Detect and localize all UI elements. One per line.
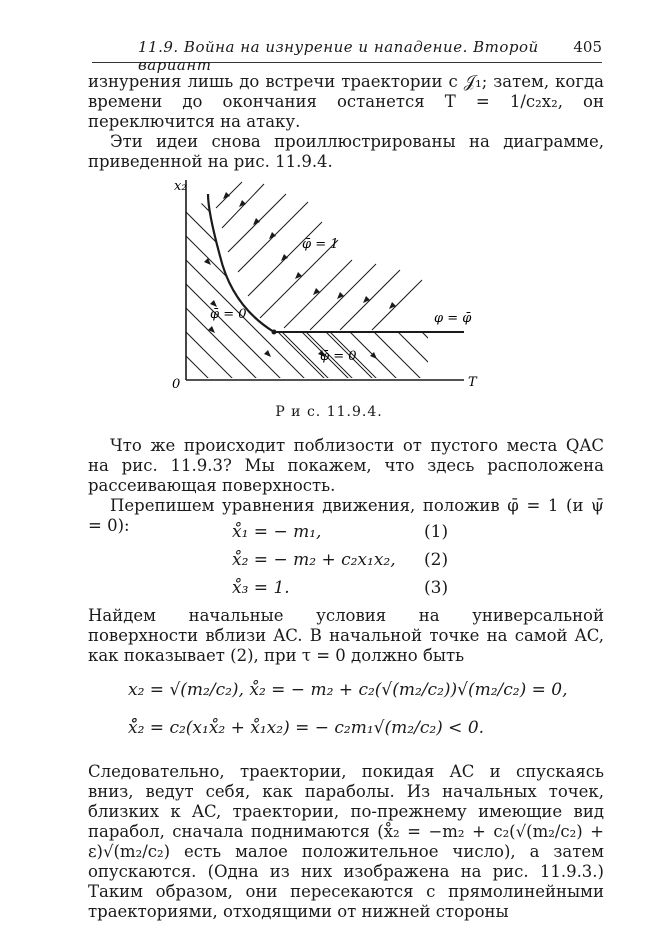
label-phi-zero-left: φ̄ = 0 bbox=[210, 307, 247, 322]
section-title: 11.9. Война на изнурение и нападение. Второй вариант bbox=[138, 38, 539, 74]
junction-point bbox=[272, 330, 277, 335]
paragraph-2: Эти идеи снова проиллюстрированы на диаграмме, приведенной на рис. 11.9.4. bbox=[88, 132, 604, 171]
paragraph-5: Найдем начальные условия на универсальной поверхности вблизи AC. В начальной точке на самой AC, как показывает (2), при τ = 0 должно быть bbox=[88, 606, 604, 665]
equation-3-number: (3) bbox=[424, 578, 449, 598]
paragraph-4: Перепишем уравнения движения, положив φ̄ = 1 (и ψ̄ = 0): bbox=[88, 496, 604, 535]
label-phi-zero-bottom: φ̄ = 0 bbox=[320, 349, 357, 364]
equation-4: x₂ = √(m₂/c₂), x̊₂ = − m₂ + c₂(√(m₂/c₂))√(m₂/c₂) = 0, bbox=[128, 680, 568, 700]
running-header bbox=[92, 36, 602, 74]
equation-3: x̊₃ = 1. bbox=[232, 578, 290, 598]
figure-caption: Р и с. 11.9.4. bbox=[275, 404, 383, 420]
paragraph-6: Следовательно, траектории, покидая AC и спускаясь вниз, ведут себя, как параболы. Из начальных точек, близких к AC, траектории, по-прежнему имеющие вид парабол, сначала поднимаются (x̊₂ = −m₂ + c₂(√(m₂/c₂) + ε)√(m₂/c₂) есть малое положительное число), а затем опускаются. (Одна из них изображена на рис. 11.9.3.) Таким образом, они пересекаются с прямолинейными траекториями, отходящими от нижней стороны bbox=[88, 762, 604, 921]
origin-label: 0 bbox=[172, 377, 181, 392]
page-number: 405 bbox=[573, 38, 602, 56]
equation-2: x̊₂ = − m₂ + c₂x₁x₂, bbox=[232, 550, 396, 570]
x-axis-label: T bbox=[468, 375, 477, 390]
paragraph-3: Что же происходит поблизости от пустого места QAC на рис. 11.9.3? Мы покажем, что здесь расположена рассеивающая поверхность. bbox=[88, 436, 604, 495]
y-axis-label: x₂ bbox=[174, 179, 187, 194]
equation-2-number: (2) bbox=[424, 550, 449, 570]
equation-5: x̊̊₂ = c₂(x₁x̊₂ + x̊₁x₂) = − c₂m₁√(m₂/c₂) < 0. bbox=[128, 718, 485, 738]
paragraph-1: изнурения лишь до встречи траектории с 𝒥₁; затем, когда времени до окончания останется T = 1/c₂x₂, он переключится на атаку. bbox=[88, 72, 604, 131]
equation-1: x̊₁ = − m₁, bbox=[232, 522, 322, 542]
label-phi-equal: φ = φ̄ bbox=[434, 311, 472, 326]
figure-11-9-4 bbox=[168, 172, 488, 398]
label-phi-one: φ̄ = 1 bbox=[302, 237, 339, 252]
equation-1-number: (1) bbox=[424, 522, 449, 542]
